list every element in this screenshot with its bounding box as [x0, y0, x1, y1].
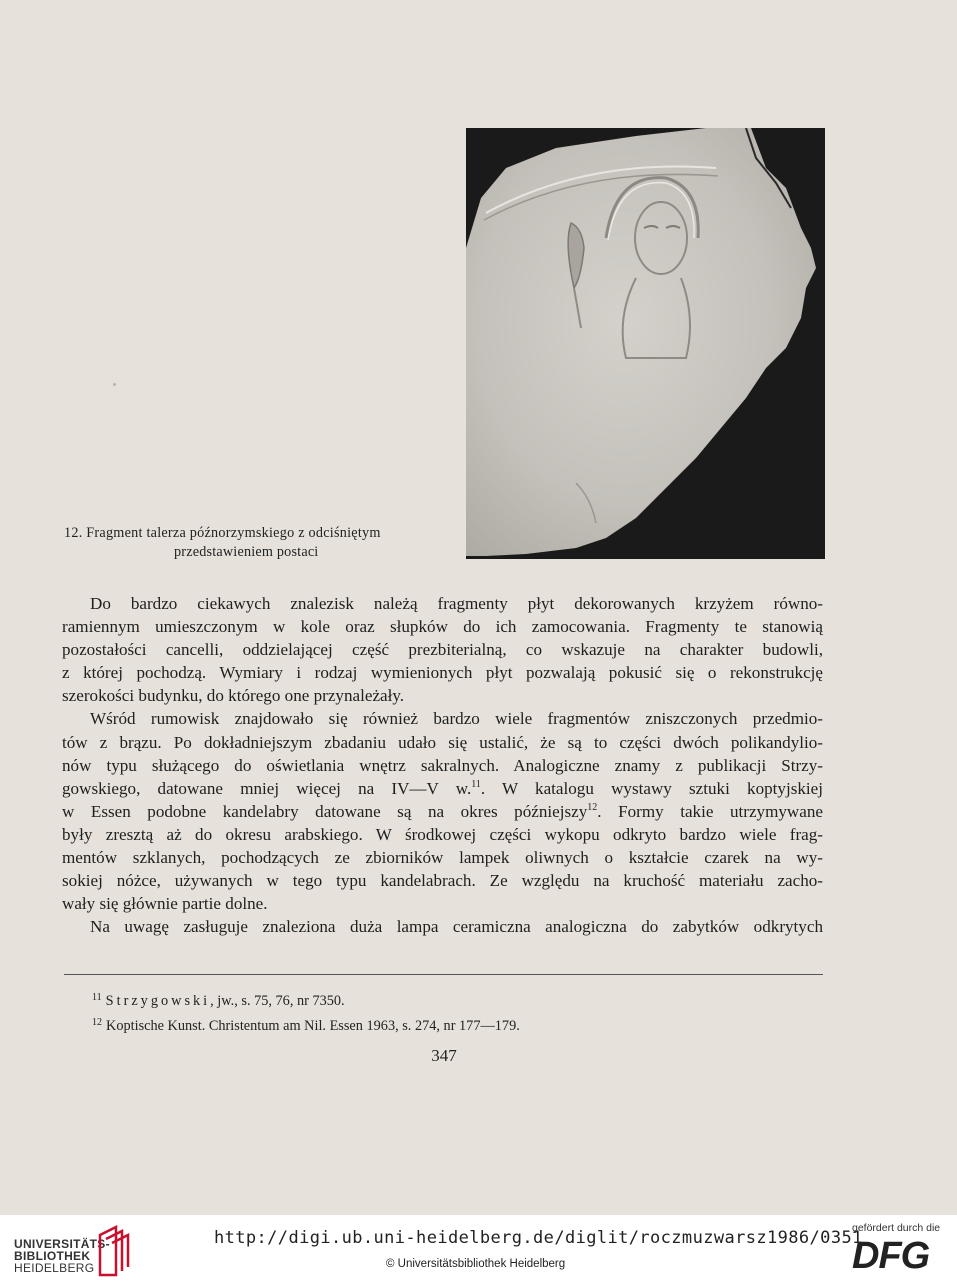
dust-speck	[113, 383, 116, 386]
plate-fragment-photo	[466, 128, 825, 559]
footnotes	[92, 987, 792, 1037]
footnote-ref-11[interactable]: 11	[471, 778, 481, 790]
footnote-12	[92, 1012, 792, 1037]
text-fragment: . W katalogu wystawy sztuki koptyjskiej	[480, 778, 823, 798]
text-fragment: gowskiego, datowane mniej więcej na IV—V w.	[62, 778, 472, 798]
library-line-3: HEIDELBERG	[14, 1261, 95, 1275]
footnote-number: 11	[92, 992, 102, 1003]
funding-label: gefördert durch die	[852, 1222, 941, 1234]
paragraph-line: Wśród rumowisk znajdowało się również bardzo wiele fragmentów zniszczonych przedmio-	[90, 709, 823, 729]
dfg-logo[interactable]: DFG	[852, 1235, 930, 1277]
footnote-11	[92, 987, 792, 1012]
caption-line-1: 12. Fragment talerza późnorzymskiego z odciśniętym	[64, 525, 381, 541]
caption-line-2: przedstawieniem postaci	[174, 544, 319, 560]
footnote-divider	[64, 974, 823, 975]
paragraph-line: mentów szklanych, pochodzących ze zbiorników lampek oliwnych o kształcie czarek na wy-	[62, 848, 823, 868]
footnote-ref-12[interactable]: 12	[587, 801, 598, 813]
library-line-1: UNIVERSITÄTS-	[14, 1237, 110, 1251]
library-line-2: BIBLIOTHEK	[14, 1249, 91, 1263]
paragraph-line: Do bardzo ciekawych znalezisk należą fragmenty płyt dekorowanych krzyżem równo-	[90, 594, 823, 613]
page-number: 347	[431, 1046, 457, 1065]
paragraph-line: szerokości budynku, do którego one przynależały.	[62, 686, 405, 706]
paragraph-line: wały się głównie partie dolne.	[62, 894, 268, 914]
copyright-notice: © Universitätsbibliothek Heidelberg	[386, 1258, 566, 1270]
paragraph-line: tów z brązu. Po dokładniejszym zbadaniu udało się ustalić, że są to części dwóch polikandylio-	[62, 732, 823, 752]
paragraph-line	[62, 800, 823, 823]
paragraph-line: były zresztą aż do okresu arabskiego. W środkowej części wykopu odkryto bardzo wiele frag-	[62, 824, 823, 844]
library-logo-icon	[96, 1225, 130, 1277]
paragraph-line: nów typu służącego do oświetlania wnętrz sakralnych. Analogiczne znamy z publikacji Strzy-	[62, 755, 823, 775]
viewer-footer	[0, 1215, 957, 1285]
paragraph-line: ramiennym umieszczonym w kole oraz słupków do ich zamocowania. Fragmenty te stanowią	[62, 617, 823, 637]
paragraph-line: Na uwagę zasługuje znaleziona duża lampa ceramiczna analogiczna do zabytków odkrytych	[90, 917, 823, 937]
text-fragment: . Formy takie utrzymywane	[597, 801, 823, 821]
paragraph-line: pozostałości cancelli, oddzielającej część prezbiterialną, co wskazuje na charakter budowli,	[62, 640, 823, 660]
paragraph-line	[62, 777, 823, 800]
text-fragment: w Essen podobne kandelabry datowane są na okres późniejszy	[62, 801, 588, 821]
plate-fragment-image	[466, 128, 825, 559]
footnote-text: , jw., s. 75, 76, nr 7350.	[210, 993, 345, 1009]
footnote-author: Strzygowski	[105, 993, 211, 1009]
footnote-text: Koptische Kunst. Christentum am Nil. Essen 1963, s. 274, nr 177—179.	[106, 1018, 520, 1034]
paragraph-line: sokiej nóżce, używanych w tego typu kandelabrach. Ze względu na kruchość materiału zacho-	[62, 871, 823, 891]
footnote-number: 12	[92, 1017, 102, 1028]
paragraph-line: z której pochodzą. Wymiary i rodzaj wymienionych płyt pozwalają pokusić się o rekonstrukcję	[62, 663, 823, 683]
permalink-url[interactable]: http://digi.ub.uni-heidelberg.de/diglit/roczmuzwarsz1986/0351	[214, 1228, 863, 1248]
article-body	[62, 592, 823, 938]
figure-caption	[64, 524, 454, 562]
